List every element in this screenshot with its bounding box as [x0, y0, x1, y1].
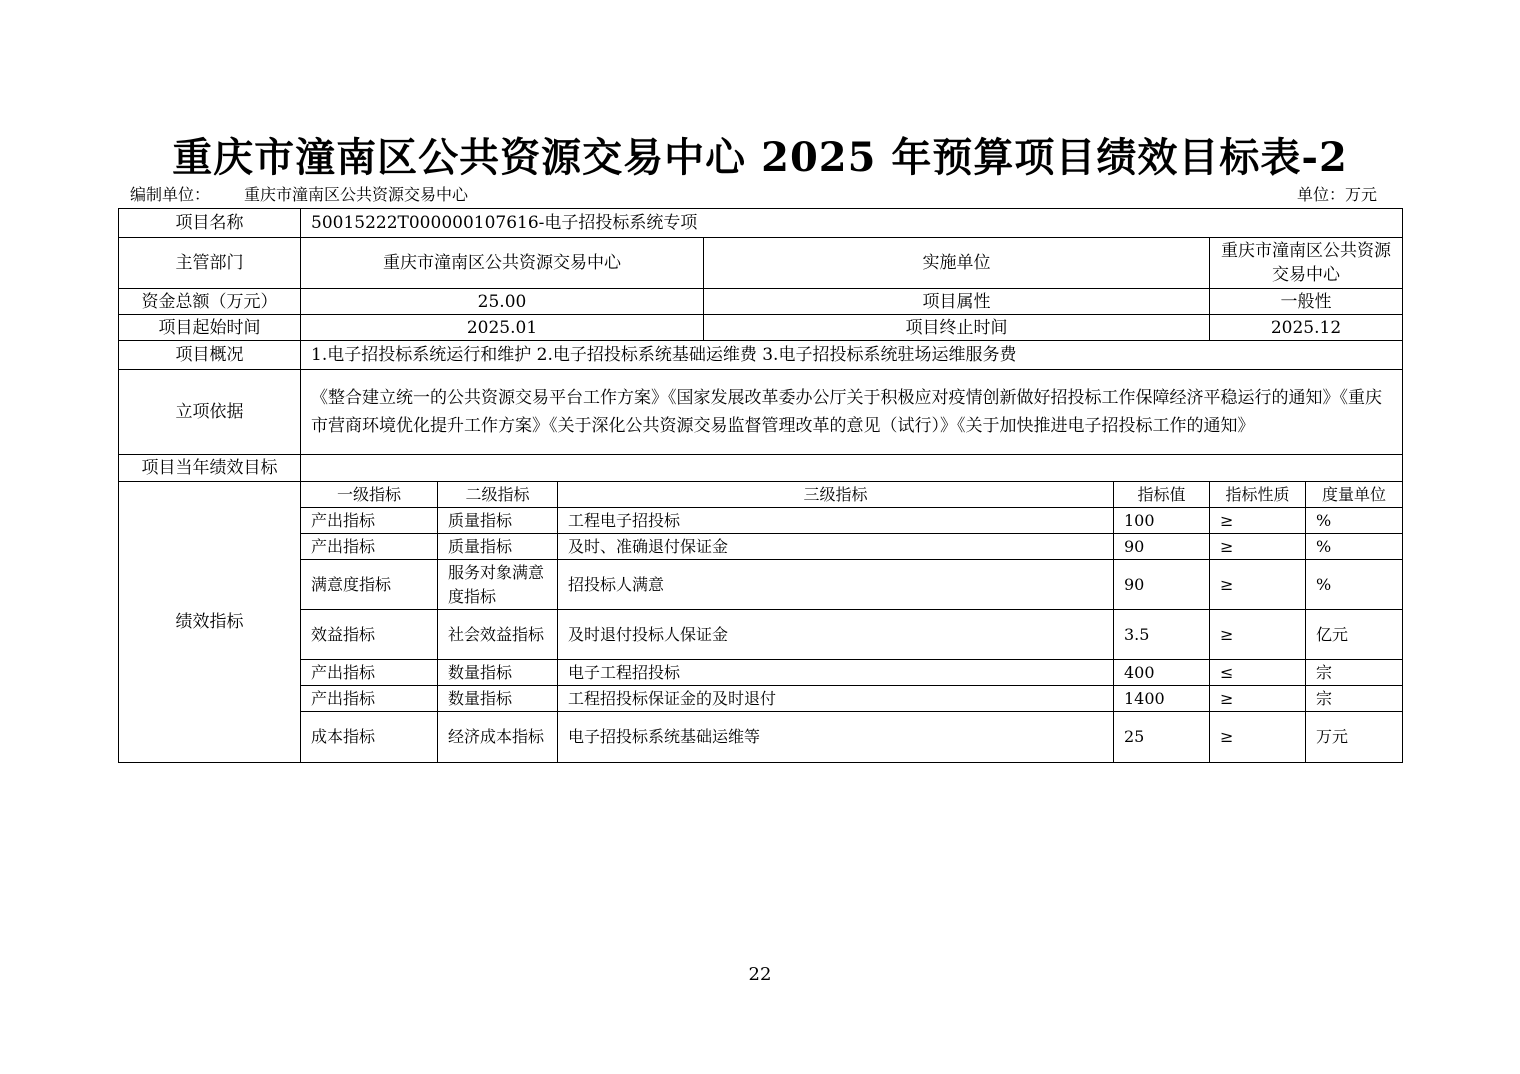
- indicator-nature: ≥: [1210, 712, 1306, 763]
- indicator-value: 100: [1114, 508, 1210, 534]
- indicator-level3: 及时退付投标人保证金: [558, 610, 1114, 660]
- impl-label: 实施单位: [704, 238, 1210, 289]
- indicator-value: 90: [1114, 560, 1210, 610]
- page-number: 22: [748, 964, 772, 985]
- indicator-header: 度量单位: [1306, 482, 1403, 508]
- indicator-value: 90: [1114, 534, 1210, 560]
- indicator-row: [119, 686, 1403, 712]
- indicators-label: 绩效指标: [119, 482, 301, 763]
- indicator-unit: 宗: [1306, 686, 1403, 712]
- indicator-header: 指标性质: [1210, 482, 1306, 508]
- indicator-unit: 万元: [1306, 712, 1403, 763]
- indicator-row: [119, 508, 1403, 534]
- indicator-level1: 满意度指标: [301, 560, 438, 610]
- attr-value: 一般性: [1210, 289, 1403, 315]
- indicator-value: 1400: [1114, 686, 1210, 712]
- indicator-value: 3.5: [1114, 610, 1210, 660]
- indicator-level1: 产出指标: [301, 534, 438, 560]
- unit-label: 单位：万元: [1297, 185, 1378, 204]
- indicator-level3: 电子工程招投标: [558, 660, 1114, 686]
- indicator-level1: 产出指标: [301, 508, 438, 534]
- indicator-row: [119, 660, 1403, 686]
- start-label: 项目起始时间: [119, 315, 301, 341]
- indicator-level2: 经济成本指标: [438, 712, 558, 763]
- performance-table: [118, 208, 1403, 763]
- overview-label: 项目概况: [119, 341, 301, 370]
- indicator-unit: %: [1306, 560, 1403, 610]
- indicator-level1: 产出指标: [301, 686, 438, 712]
- indicator-header: 指标值: [1114, 482, 1210, 508]
- indicator-level2: 服务对象满意度指标: [438, 560, 558, 610]
- indicator-row: [119, 534, 1403, 560]
- indicator-level2: 社会效益指标: [438, 610, 558, 660]
- project-name-label: 项目名称: [119, 209, 301, 238]
- funds-label: 资金总额（万元）: [119, 289, 301, 315]
- indicator-level2: 数量指标: [438, 660, 558, 686]
- end-label: 项目终止时间: [704, 315, 1210, 341]
- indicator-value: 25: [1114, 712, 1210, 763]
- indicator-header: 三级指标: [558, 482, 1114, 508]
- indicator-row: [119, 560, 1403, 610]
- end-value: 2025.12: [1210, 315, 1403, 341]
- indicator-level1: 效益指标: [301, 610, 438, 660]
- attr-label: 项目属性: [704, 289, 1210, 315]
- indicator-level3: 及时、准确退付保证金: [558, 534, 1114, 560]
- project-name-value: 50015222T000000107616-电子招投标系统专项: [301, 209, 1403, 238]
- indicator-header: 一级指标: [301, 482, 438, 508]
- indicator-nature: ≥: [1210, 560, 1306, 610]
- basis-label: 立项依据: [119, 370, 301, 455]
- indicator-level1: 成本指标: [301, 712, 438, 763]
- indicator-row: [119, 712, 1403, 763]
- indicator-header: 二级指标: [438, 482, 558, 508]
- start-value: 2025.01: [301, 315, 704, 341]
- indicator-nature: ≥: [1210, 508, 1306, 534]
- indicator-nature: ≥: [1210, 610, 1306, 660]
- indicator-level3: 电子招投标系统基础运维等: [558, 712, 1114, 763]
- indicator-unit: %: [1306, 534, 1403, 560]
- dept-value: 重庆市潼南区公共资源交易中心: [301, 238, 704, 289]
- indicator-unit: 宗: [1306, 660, 1403, 686]
- page-title: 重庆市潼南区公共资源交易中心 2025 年预算项目绩效目标表-2: [172, 134, 1348, 181]
- indicator-level3: 工程招投标保证金的及时退付: [558, 686, 1114, 712]
- funds-value: 25.00: [301, 289, 704, 315]
- overview-value: 1.电子招投标系统运行和维护 2.电子招投标系统基础运维费 3.电子招投标系统驻场运维服务费: [301, 341, 1403, 370]
- dept-label: 主管部门: [119, 238, 301, 289]
- indicator-nature: ≤: [1210, 660, 1306, 686]
- goal-label: 项目当年绩效目标: [119, 455, 301, 482]
- indicator-unit: 亿元: [1306, 610, 1403, 660]
- indicator-nature: ≥: [1210, 534, 1306, 560]
- impl-value: 重庆市潼南区公共资源交易中心: [1210, 238, 1403, 289]
- indicator-level3: 工程电子招投标: [558, 508, 1114, 534]
- goal-value: [301, 455, 1403, 482]
- indicator-level2: 质量指标: [438, 508, 558, 534]
- indicator-nature: ≥: [1210, 686, 1306, 712]
- indicator-value: 400: [1114, 660, 1210, 686]
- org-value: 重庆市潼南区公共资源交易中心: [244, 185, 469, 204]
- indicator-level1: 产出指标: [301, 660, 438, 686]
- indicator-level2: 质量指标: [438, 534, 558, 560]
- basis-value: 《整合建立统一的公共资源交易平台工作方案》《国家发展改革委办公厅关于积极应对疫情创新做好招投标工作保障经济平稳运行的通知》《重庆市营商环境优化提升工作方案》《关于深化公共资源交易监督管理改革的意见（试行）》《关于加快推进电子招投标工作的通知》: [301, 370, 1403, 455]
- org-label: 编制单位：: [130, 185, 211, 204]
- indicator-level2: 数量指标: [438, 686, 558, 712]
- indicator-level3: 招投标人满意: [558, 560, 1114, 610]
- indicator-unit: %: [1306, 508, 1403, 534]
- indicator-row: [119, 610, 1403, 660]
